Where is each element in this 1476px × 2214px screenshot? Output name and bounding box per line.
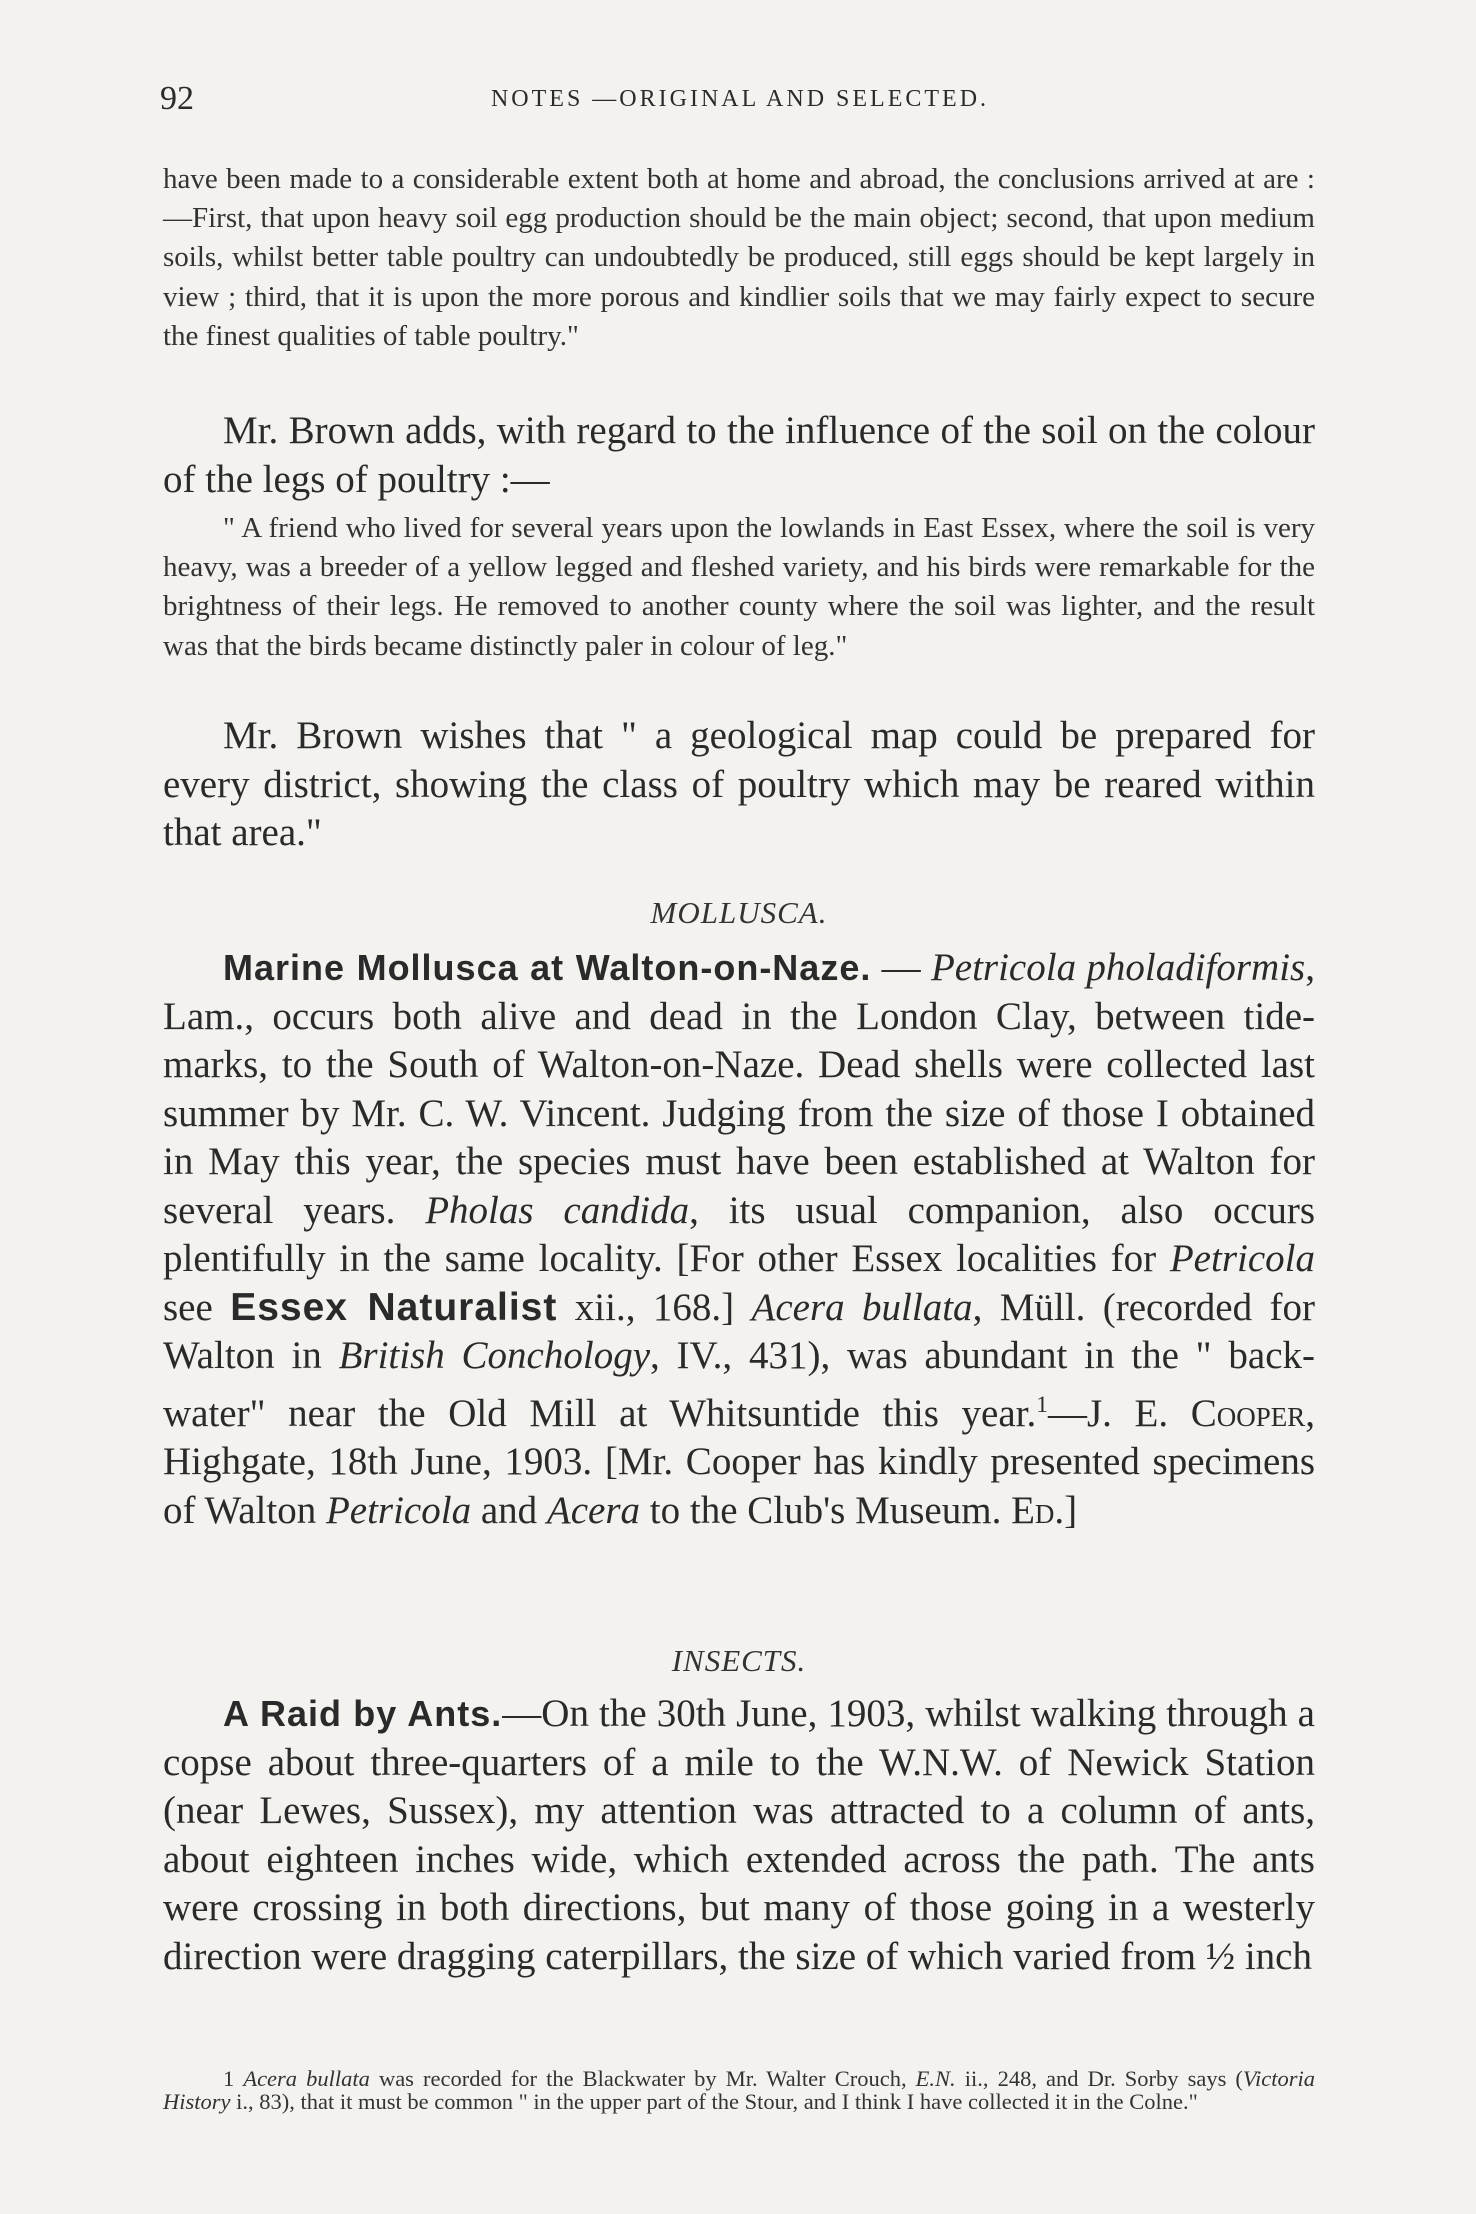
brown-wishes-block: [163, 712, 1315, 858]
brown-wishes-paragraph: Mr. Brown wishes that " a geological map could be prepared for every district, showing the class of poultry which may be reared within that area.": [163, 714, 1315, 854]
editor-mark: Ed.: [1011, 1488, 1065, 1532]
quote-paragraph: have been made to a considerable extent both at home and abroad, the conclusions arrived at are :—First, that upon heavy soil egg production should be the main object; second, that upon medium soils, whilst better table poultry can undoubtedly be produced, still eggs should be kept largely in view ; third, that it is upon the more porous and kindlier soils that we may fairly expect to secure the finest qualities of table poultry.": [163, 163, 1315, 352]
footnote-reference: 1: [1036, 1391, 1048, 1418]
section-heading-insects: INSECTS.: [671, 1643, 807, 1678]
footnote-paragraph: 1 Acera bullata was recorded for the Blackwater by Mr. Walter Crouch, E.N. ii., 248, and Dr. Sorby says (Victoria History i., 83), that it must be common " in the upper part of the Stour, and I think I have collected it in the Colne.": [163, 2065, 1315, 2114]
footnote-mark: 1: [223, 2065, 235, 2091]
journal-name: Essex Naturalist: [230, 1285, 558, 1329]
brown-adds-block: [163, 407, 1315, 504]
friend-quote-paragraph: " A friend who lived for several years upon the lowlands in East Essex, where the soil is very heavy, was a breeder of a yellow legged and fleshed variety, and his birds were remarkable for the brightness of their legs. He removed to another county where the soil was lighter, and the result was that the birds became distinctly paler in colour of leg.": [163, 512, 1315, 662]
footnote: [163, 2044, 1315, 2135]
friend-quote-block: [163, 509, 1315, 666]
mollusca-article: [163, 944, 1315, 1535]
section-heading-mollusca: MOLLUSCA.: [650, 895, 828, 930]
running-title: NOTES —ORIGINAL AND SELECTED.: [490, 86, 990, 112]
insects-title: A Raid by Ants.: [223, 1693, 503, 1734]
page-header: [160, 80, 1320, 120]
insects-paragraph: A Raid by Ants.—On the 30th June, 1903, whilst walking through a copse about three-quarters of a mile to the W.N.W. of Newick Station (near Lewes, Sussex), my attention was attracted to a column of ants, about eighteen inches wide, which extended across the path. The ants were crossing in both directions, but many of those going in a westerly direction were dragging caterpillars, the size of which varied from ½ inch: [163, 1692, 1315, 1978]
author-name: Cooper: [1190, 1391, 1306, 1435]
mollusca-title: Marine Mollusca at Walton-on-Naze.: [223, 947, 872, 988]
page-number: 92: [160, 80, 194, 117]
mollusca-paragraph: Marine Mollusca at Walton-on-Naze. — Petricola pholadiformis, Lam., occurs both alive and dead in the London Clay, between tide-marks, to the South of Walton-on-Naze. Dead shells were collected last summer by Mr. C. W. Vincent. Judging from the size of those I obtained in May this year, the species must have been established at Walton for several years. Pholas candida, its usual companion, also occurs plentifully in the same locality. [For other Essex localities for Petricola see Essex Naturalist xii., 168.] Acera bullata, Müll. (recorded for Walton in British Conchology, IV., 431), was abundant in the " back-water" near the Old Mill at Whitsuntide this year.$^1$—J. E. Cooper, Highgate, 18th June, 1903. [Mr. Cooper has kindly presented specimens of Walton Petricola and Acera to the Club's Museum. Ed.]: [163, 946, 1316, 1532]
insects-article: [163, 1690, 1315, 1981]
quote-continuation: [163, 160, 1315, 356]
brown-adds-paragraph: Mr. Brown adds, with regard to the influence of the soil on the colour of the legs of poultry :—: [163, 409, 1315, 501]
